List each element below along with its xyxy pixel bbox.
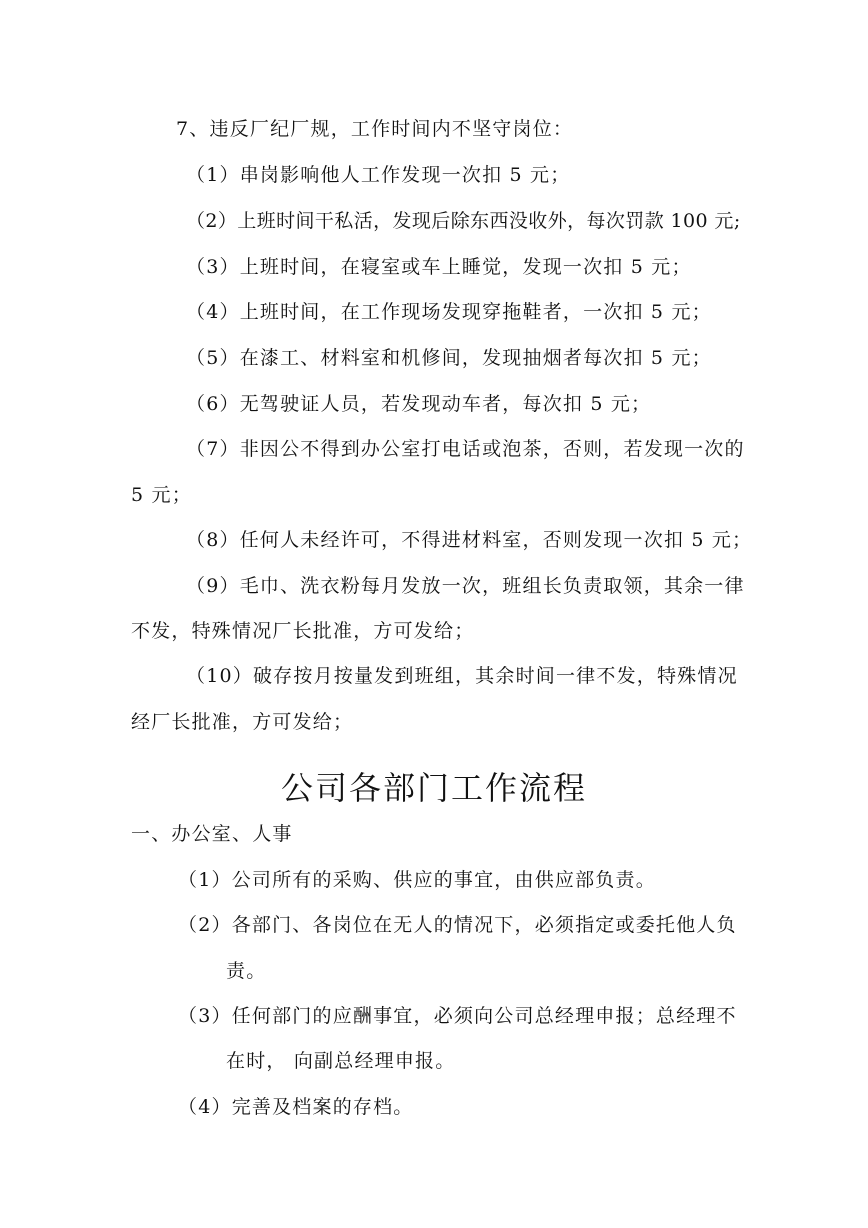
rule-item-5: （5）在漆工、材料室和机修间，发现抽烟者每次扣 5 元； <box>186 347 712 369</box>
process-item-3-line-1: （3）任何部门的应酬事宜，必须向公司总经理申报；总经理不 <box>178 1005 737 1027</box>
process-item-4: （4）完善及档案的存档。 <box>178 1096 414 1118</box>
rule-item-3: （3）上班时间，在寝室或车上睡觉，发现一次扣 5 元； <box>186 256 692 278</box>
rule-item-7-line-2: 5 元； <box>131 484 192 506</box>
section-subheading: 一、办公室、人事 <box>131 823 293 845</box>
rule-section-title: 7、违反厂纪厂规，工作时间内不坚守岗位： <box>176 118 574 140</box>
rule-item-10-line-2: 经厂长批准，方可发给； <box>131 711 354 733</box>
process-item-3-line-2: 在时， 向副总经理申报。 <box>226 1050 456 1072</box>
rule-item-9-line-2: 不发，特殊情况厂长批准，方可发给； <box>131 620 475 642</box>
rule-item-4: （4）上班时间，在工作现场发现穿拖鞋者，一次扣 5 元； <box>186 301 712 323</box>
rule-item-8: （8）任何人未经许可，不得进材料室，否则发现一次扣 5 元； <box>186 529 753 551</box>
rule-item-6: （6）无驾驶证人员，若发现动车者，每次扣 5 元； <box>186 393 652 415</box>
rule-item-9-line-1: （9）毛巾、洗衣粉每月发放一次，班组长负责取领，其余一律 <box>186 575 745 597</box>
process-item-1: （1）公司所有的采购、供应的事宜，由供应部负责。 <box>178 869 656 891</box>
rule-item-10-line-1: （10）破存按月按量发到班组，其余时间一律不发，特殊情况 <box>186 665 738 687</box>
process-item-2-line-2: 责。 <box>226 960 267 982</box>
page-title: 公司各部门工作流程 <box>280 769 587 807</box>
process-item-2-line-1: （2）各部门、各岗位在无人的情况下，必须指定或委托他人负 <box>178 914 737 936</box>
rule-item-1: （1）串岗影响他人工作发现一次扣 5 元； <box>186 164 571 186</box>
rule-item-2: （2）上班时间干私活，发现后除东西没收外，每次罚款 100 元; <box>186 210 741 232</box>
rule-item-7-line-1: （7）非因公不得到办公室打电话或泡茶，否则，若发现一次的 <box>186 438 745 460</box>
